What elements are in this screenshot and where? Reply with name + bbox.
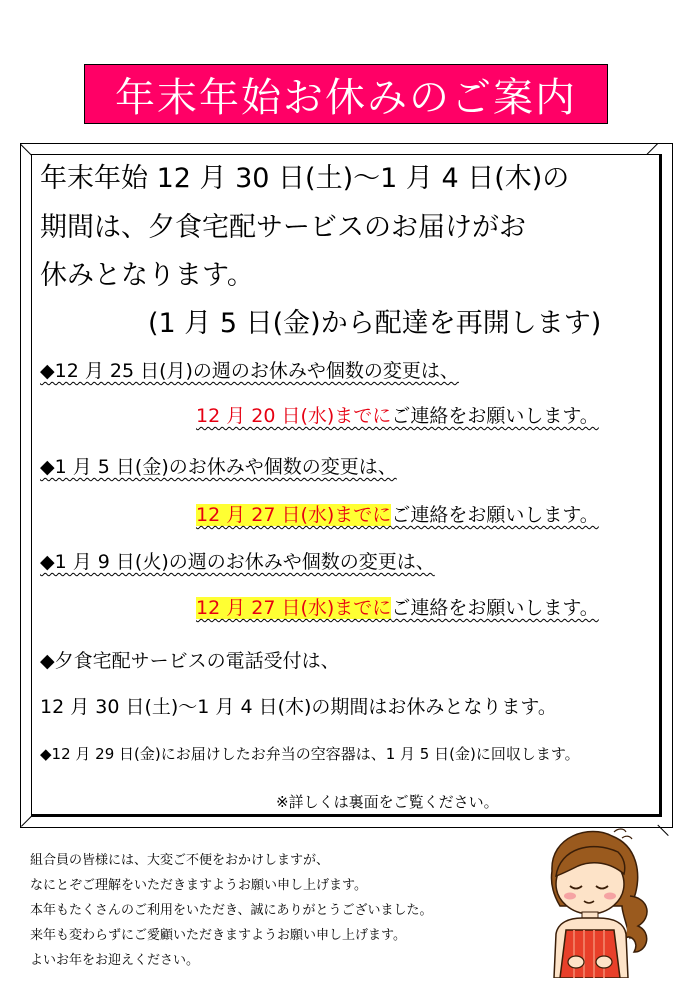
notice-3-deadline-line [196,597,599,619]
notice-1-heading: ◆12 月 25 日(月)の週のお休みや個数の変更は、 [40,360,459,382]
phone-line-1: ◆夕食宅配サービスの電話受付は、 [40,650,340,672]
lead-line-3: 休みとなります。 [40,260,254,291]
lead-line-1: 年末年始 12 月 30 日(土)〜1 月 4 日(木)の [40,163,570,194]
footer-line-5: よいお年をお迎えください。 [30,953,200,968]
lead-line-2: 期間は、夕食宅配サービスのお届けがお [40,212,526,243]
footer-line-1: 組合員の皆様には、大変ご不便をおかけしますが、 [30,853,330,868]
container-note: ◆12 月 29 日(金)にお届けしたお弁当の空容器は、1 月 5 日(金)に回収します。 [40,745,580,763]
footer-line-4: 来年も変わらずにご愛顧いただきますようお願い申し上げます。 [30,928,406,943]
notice-2-deadline: 12 月 27 日(水)までに [196,504,392,526]
phone-line-2: 12 月 30 日(土)〜1 月 4 日(木)の期間はお休みとなります。 [40,696,557,718]
notice-frame [20,143,673,828]
footer-line-3: 本年もたくさんのご利用をいただき、誠にありがとうございました。 [30,903,433,918]
lead-line-4: (1 月 5 日(金)から配達を再開します) [148,308,602,339]
see-back-note: ※詳しくは裏面をご覧ください。 [276,793,499,811]
notice-1-deadline-line [196,405,599,427]
notice-2-heading: ◆1 月 5 日(金)のお休みや個数の変更は、 [40,456,397,478]
notice-1-request: ご連絡をお願いします。 [391,405,599,427]
notice-1-deadline: 12 月 20 日(水)までに [196,405,392,427]
footer-line-2: なにとぞご理解をいただきますようお願い申し上げます。 [30,878,367,893]
notice-3-heading: ◆1 月 9 日(火)の週のお休みや個数の変更は、 [40,551,435,573]
notice-2-deadline-line [196,504,599,526]
notice-3-request: ご連絡をお願いします。 [391,597,599,619]
woman-illustration [530,826,660,978]
notice-3-deadline: 12 月 27 日(水)までに [196,597,392,619]
title-banner [84,64,608,124]
page-title: 年末年始お休みのご案内 [115,74,577,121]
notice-2-request: ご連絡をお願いします。 [391,504,599,526]
